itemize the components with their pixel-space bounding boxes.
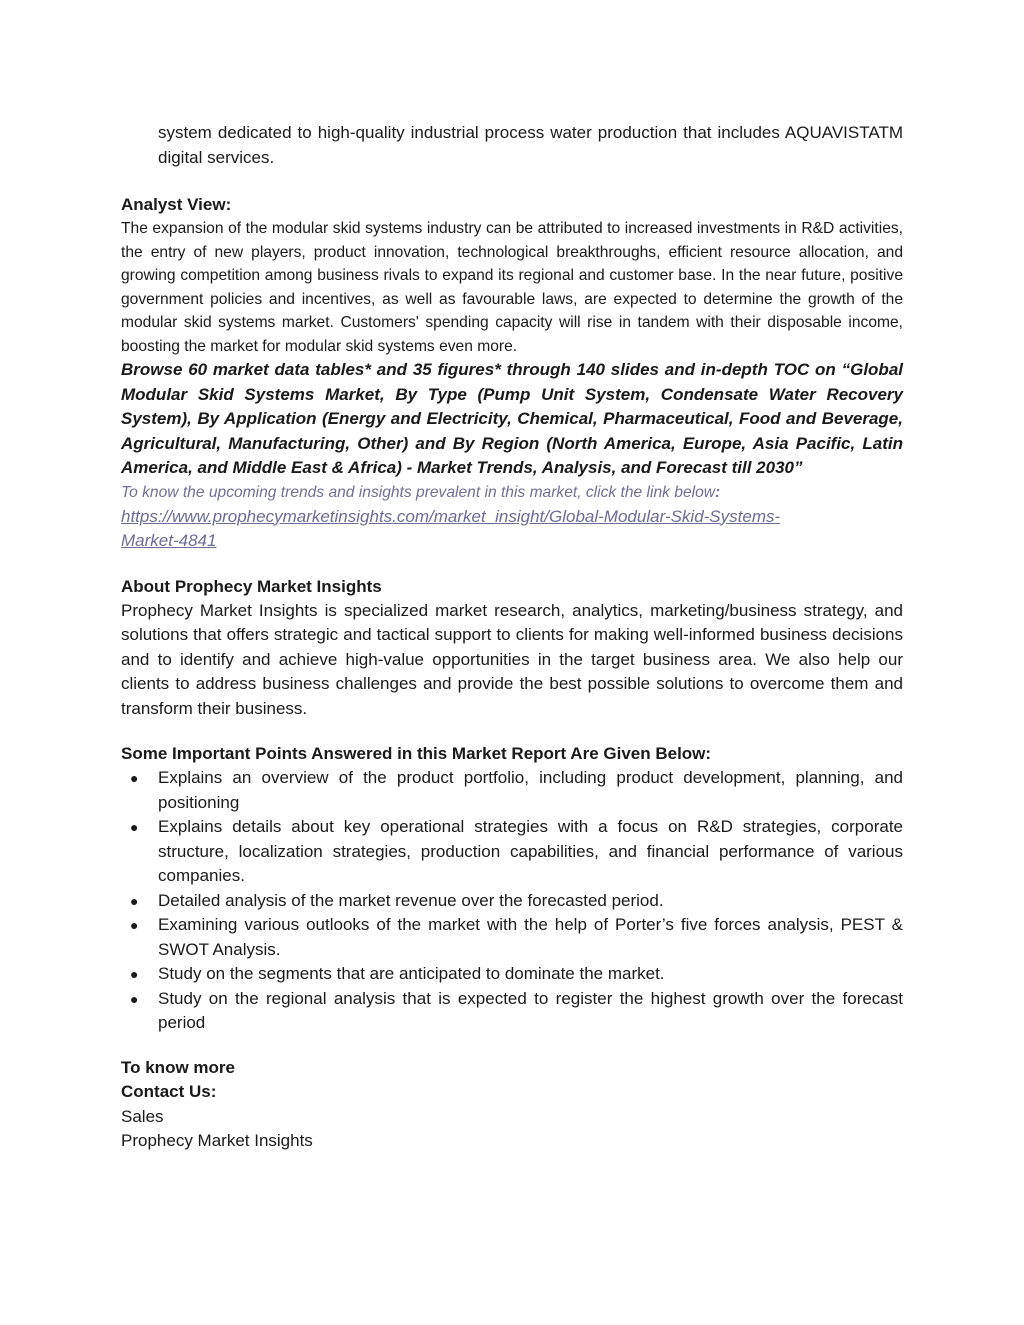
points-list (121, 766, 903, 1036)
list-item (121, 987, 903, 1036)
about-paragraph: Prophecy Market Insights is specialized market research, analytics, marketing/business strategy, and solutions that offers strategic and tactical support to clients for making well-informed business decisions and to identify and achieve high-value opportunities in the target business area. We also help our clients to address business challenges and provide the best possible solutions to overcome them and transform their business. (121, 600, 903, 718)
browse-report-paragraph: Browse 60 market data tables* and 35 figures* through 140 slides and in-depth TOC on “Global Modular Skid Systems Market, By Type (Pump Unit System, Condensate Water Recovery System), By Application (Energy and Electricity, Chemical, Pharmaceutical, Food and Beverage, Agricultural, Manufacturing, Other) and By Region (North America, Europe, Asia Pacific, Latin America, and Middle East & Africa) - Market Trends, Analysis, and Forecast till 2030” (121, 360, 903, 477)
list-item (121, 889, 903, 914)
list-item-text: Study on the segments that are anticipated to dominate the market. (158, 964, 665, 983)
intro-paragraph: system dedicated to high-quality industrial process water production that includes AQUAVISTATM digital services. (158, 123, 903, 167)
bullet-icon: ● (130, 819, 139, 835)
list-item (121, 962, 903, 987)
bullet-icon: ● (130, 917, 139, 933)
list-item-text: Explains details about key operational strategies with a focus on R&D strategies, corporate structure, localization strategies, production capabilities, and financial performance of various companies. (158, 817, 903, 885)
know-more-heading: To know more (121, 1057, 235, 1077)
report-link[interactable] (121, 505, 903, 554)
list-item (121, 913, 903, 962)
list-item (121, 766, 903, 815)
link-prompt-colon: : (715, 483, 721, 501)
bullet-icon: ● (130, 770, 139, 786)
contact-company: Prophecy Market Insights (121, 1131, 313, 1150)
bullet-icon: ● (130, 966, 139, 982)
report-link-line-2[interactable]: Market-4841 (121, 531, 217, 550)
list-item (121, 815, 903, 889)
contact-us-heading: Contact Us: (121, 1082, 217, 1101)
list-item-text: Examining various outlooks of the market with the help of Porter’s five forces analysis, PEST & SWOT Analysis. (158, 915, 903, 959)
bullet-icon: ● (130, 990, 139, 1007)
document-page (121, 120, 903, 1154)
bullet-icon: ● (130, 892, 139, 909)
about-heading: About Prophecy Market Insights (121, 576, 382, 596)
link-prompt-text: To know the upcoming trends and insights prevalent in this market, click the link below (121, 483, 716, 501)
points-heading: Some Important Points Answered in this Market Report Are Given Below: (121, 744, 712, 763)
contact-sales: Sales (121, 1106, 164, 1126)
list-item-text: Detailed analysis of the market revenue over the forecasted period. (158, 890, 664, 910)
analyst-view-heading: Analyst View: (121, 195, 232, 214)
list-item-text: Explains an overview of the product portfolio, including product development, planning, and positioning (158, 768, 903, 812)
list-item-text: Study on the regional analysis that is expected to register the highest growth over the forecast period (158, 988, 903, 1032)
analyst-view-paragraph: The expansion of the modular skid systems industry can be attributed to increased investments in R&D activities, the entry of new players, product innovation, technological breakthroughs, efficient resource allocation, and growing competition among business rivals to expand its regional and customer base. In the near future, positive government policies and incentives, as well as favourable laws, are expected to determine the growth of the modular skid systems market. Customers' spending capacity will rise in tandem with their disposable income, boosting the market for modular skid systems even more. (121, 220, 903, 355)
report-link-line-1[interactable]: https://www.prophecymarketinsights.com/market_insight/Global-Modular-Skid-Systems- (121, 506, 781, 526)
link-prompt (121, 481, 903, 505)
